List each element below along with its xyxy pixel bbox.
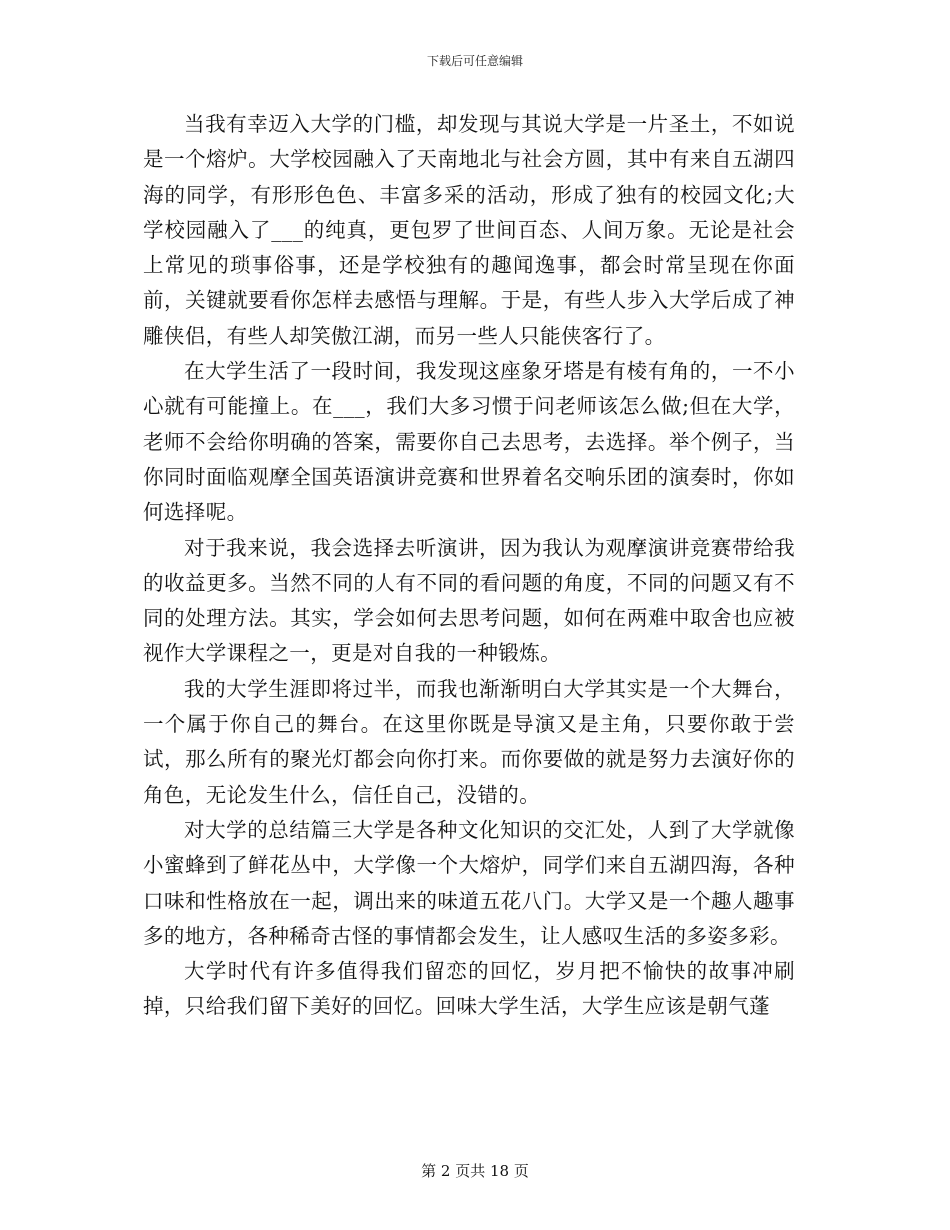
page-header: 下载后可任意编辑 [426, 54, 523, 68]
paragraph-2: 在大学生活了一段时间，我发现这座象牙塔是有棱有角的，一不小心就有可能撞上。在___，我们大多习惯于问老师该怎么做;但在大学，老师不会给你明确的答案，需要你自己去思考，去选择。举个例子，当你同时面临观摩全国英语演讲竞赛和世界着名交响乐团的演奏时，你如何选择呢。 [143, 359, 795, 525]
page-number: 第 2 页共 18 页 [421, 1162, 529, 1180]
paragraph-5: 对大学的总结篇三大学是各种文化知识的交汇处，人到了大学就像小蜜蜂到了鲜花丛中，大学像一个大熔炉，同学们来自五湖四海，各种口味和性格放在一起，调出来的味道五花八门。大学又是一个趣人趣事多的地方，各种稀奇古怪的事情都会发生，让人感叹生活的多姿多彩。 [143, 817, 795, 948]
paragraph-4: 我的大学生涯即将过半，而我也渐渐明白大学其实是一个大舞台，一个属于你自己的舞台。在这里你既是导演又是主角，只要你敢于尝试，那么所有的聚光灯都会向你打来。而你要做的就是努力去演好你的角色，无论发生什么，信任自己，没错的。 [143, 676, 795, 807]
paragraph-6: 大学时代有许多值得我们留恋的回忆，岁月把不愉快的故事冲刷掉，只给我们留下美好的回忆。回味大学生活，大学生应该是朝气蓬 [143, 959, 795, 1019]
document-body [143, 107, 795, 1025]
paragraph-3: 对于我来说，我会选择去听演讲，因为我认为观摩演讲竞赛带给我的收益更多。当然不同的人有不同的看问题的角度，不同的问题又有不同的处理方法。其实，学会如何去思考问题，如何在两难中取舍也应被视作大学课程之一，更是对自我的一种锻炼。 [143, 535, 795, 666]
paragraph-1: 当我有幸迈入大学的门槛，却发现与其说大学是一片圣土，不如说是一个熔炉。大学校园融入了天南地北与社会方圆，其中有来自五湖四海的同学，有形形色色、丰富多采的活动，形成了独有的校园文化;大学校园融入了___的纯真，更包罗了世间百态、人间万象。无论是社会上常见的琐事俗事，还是学校独有的趣闻逸事，都会时常呈现在你面前，关键就要看你怎样去感悟与理解。于是，有些人步入大学后成了神雕侠侣，有些人却笑傲江湖，而另一些人只能侠客行了。 [143, 112, 795, 348]
